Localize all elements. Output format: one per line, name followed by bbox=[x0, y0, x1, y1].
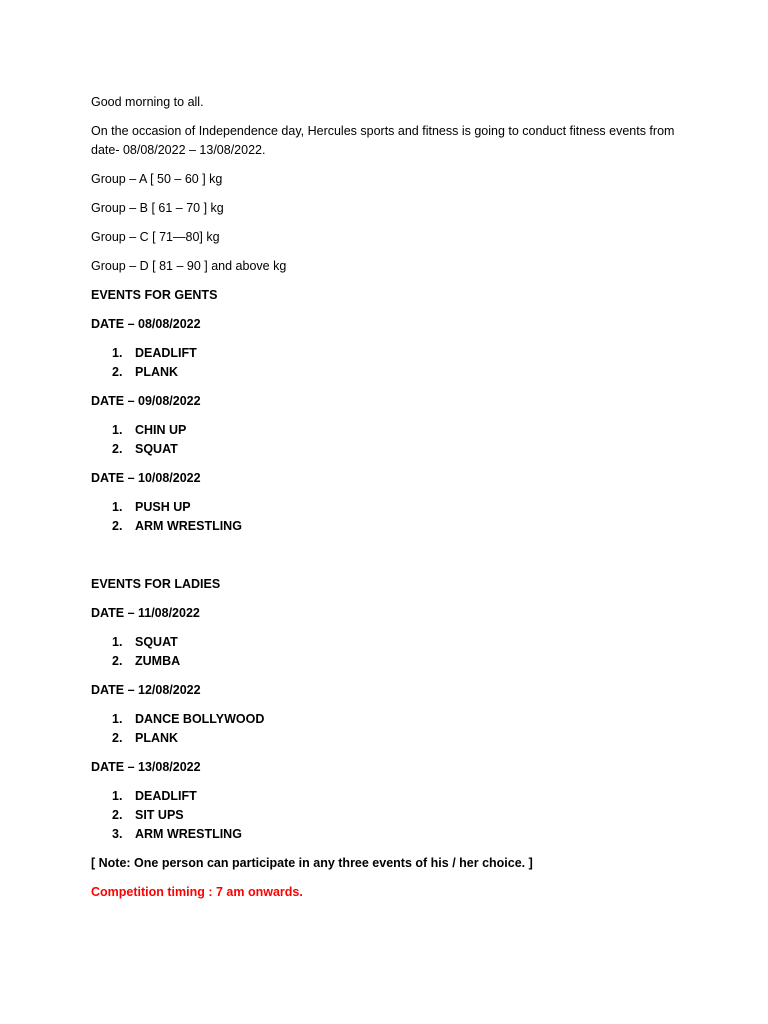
ladies-date-3: DATE – 13/08/2022 bbox=[91, 759, 201, 774]
list-number: 2. bbox=[112, 441, 123, 456]
event-name: CHIN UP bbox=[135, 422, 187, 437]
ladies-event-list-3 bbox=[91, 787, 691, 844]
ladies-heading: EVENTS FOR LADIES bbox=[91, 576, 221, 591]
list-number: 2. bbox=[112, 364, 123, 379]
event-name: PLANK bbox=[135, 364, 179, 379]
group-c-text: Group – C [ 71—80] kg bbox=[91, 229, 220, 244]
event-name: ZUMBA bbox=[135, 653, 181, 668]
event-name: ARM WRESTLING bbox=[135, 826, 242, 841]
list-item bbox=[91, 806, 691, 825]
list-item bbox=[91, 729, 691, 748]
ladies-event-list-1 bbox=[91, 633, 691, 671]
list-number: 1. bbox=[112, 499, 123, 514]
event-name: ARM WRESTLING bbox=[135, 518, 242, 533]
event-name: DANCE BOLLYWOOD bbox=[135, 711, 265, 726]
list-number: 2. bbox=[112, 653, 123, 668]
list-number: 2. bbox=[112, 730, 123, 745]
greeting-text: Good morning to all. bbox=[91, 95, 204, 109]
ladies-event-list-2 bbox=[91, 710, 691, 748]
list-item bbox=[91, 440, 691, 459]
gents-date-3: DATE – 10/08/2022 bbox=[91, 470, 201, 485]
list-item bbox=[91, 344, 691, 363]
document-page bbox=[91, 93, 691, 912]
section-spacer bbox=[91, 546, 691, 575]
gents-event-list-1 bbox=[91, 344, 691, 382]
list-item bbox=[91, 825, 691, 844]
group-d-text: Group – D [ 81 – 90 ] and above kg bbox=[91, 258, 287, 273]
timing-text: Competition timing : 7 am onwards. bbox=[91, 884, 303, 899]
gents-date-2: DATE – 09/08/2022 bbox=[91, 393, 201, 408]
list-item bbox=[91, 363, 691, 382]
list-number: 1. bbox=[112, 345, 123, 360]
list-number: 1. bbox=[112, 788, 123, 803]
list-item bbox=[91, 787, 691, 806]
ladies-date-2: DATE – 12/08/2022 bbox=[91, 682, 201, 697]
intro-text: On the occasion of Independence day, Hercules sports and fitness is going to conduct fitness events from date- 08/08/2022 – 13/08/2022. bbox=[91, 124, 675, 157]
list-number: 3. bbox=[112, 826, 123, 841]
event-name: DEADLIFT bbox=[135, 345, 197, 360]
list-item bbox=[91, 652, 691, 671]
list-item bbox=[91, 421, 691, 440]
list-item bbox=[91, 517, 691, 536]
event-name: PUSH UP bbox=[135, 499, 191, 514]
list-item bbox=[91, 710, 691, 729]
list-number: 2. bbox=[112, 807, 123, 822]
gents-heading: EVENTS FOR GENTS bbox=[91, 287, 218, 302]
gents-event-list-3 bbox=[91, 498, 691, 536]
list-item bbox=[91, 498, 691, 517]
group-b-text: Group – B [ 61 – 70 ] kg bbox=[91, 200, 224, 215]
gents-event-list-2 bbox=[91, 421, 691, 459]
gents-date-1: DATE – 08/08/2022 bbox=[91, 316, 201, 331]
event-name: PLANK bbox=[135, 730, 179, 745]
ladies-date-1: DATE – 11/08/2022 bbox=[91, 605, 200, 620]
event-name: SQUAT bbox=[135, 634, 178, 649]
list-number: 1. bbox=[112, 422, 123, 437]
list-number: 1. bbox=[112, 634, 123, 649]
list-number: 2. bbox=[112, 518, 123, 533]
list-number: 1. bbox=[112, 711, 123, 726]
event-name: SIT UPS bbox=[135, 807, 184, 822]
note-text: [ Note: One person can participate in any three events of his / her choice. ] bbox=[91, 855, 533, 870]
event-name: DEADLIFT bbox=[135, 788, 197, 803]
event-name: SQUAT bbox=[135, 441, 178, 456]
list-item bbox=[91, 633, 691, 652]
group-a-text: Group – A [ 50 – 60 ] kg bbox=[91, 171, 223, 186]
